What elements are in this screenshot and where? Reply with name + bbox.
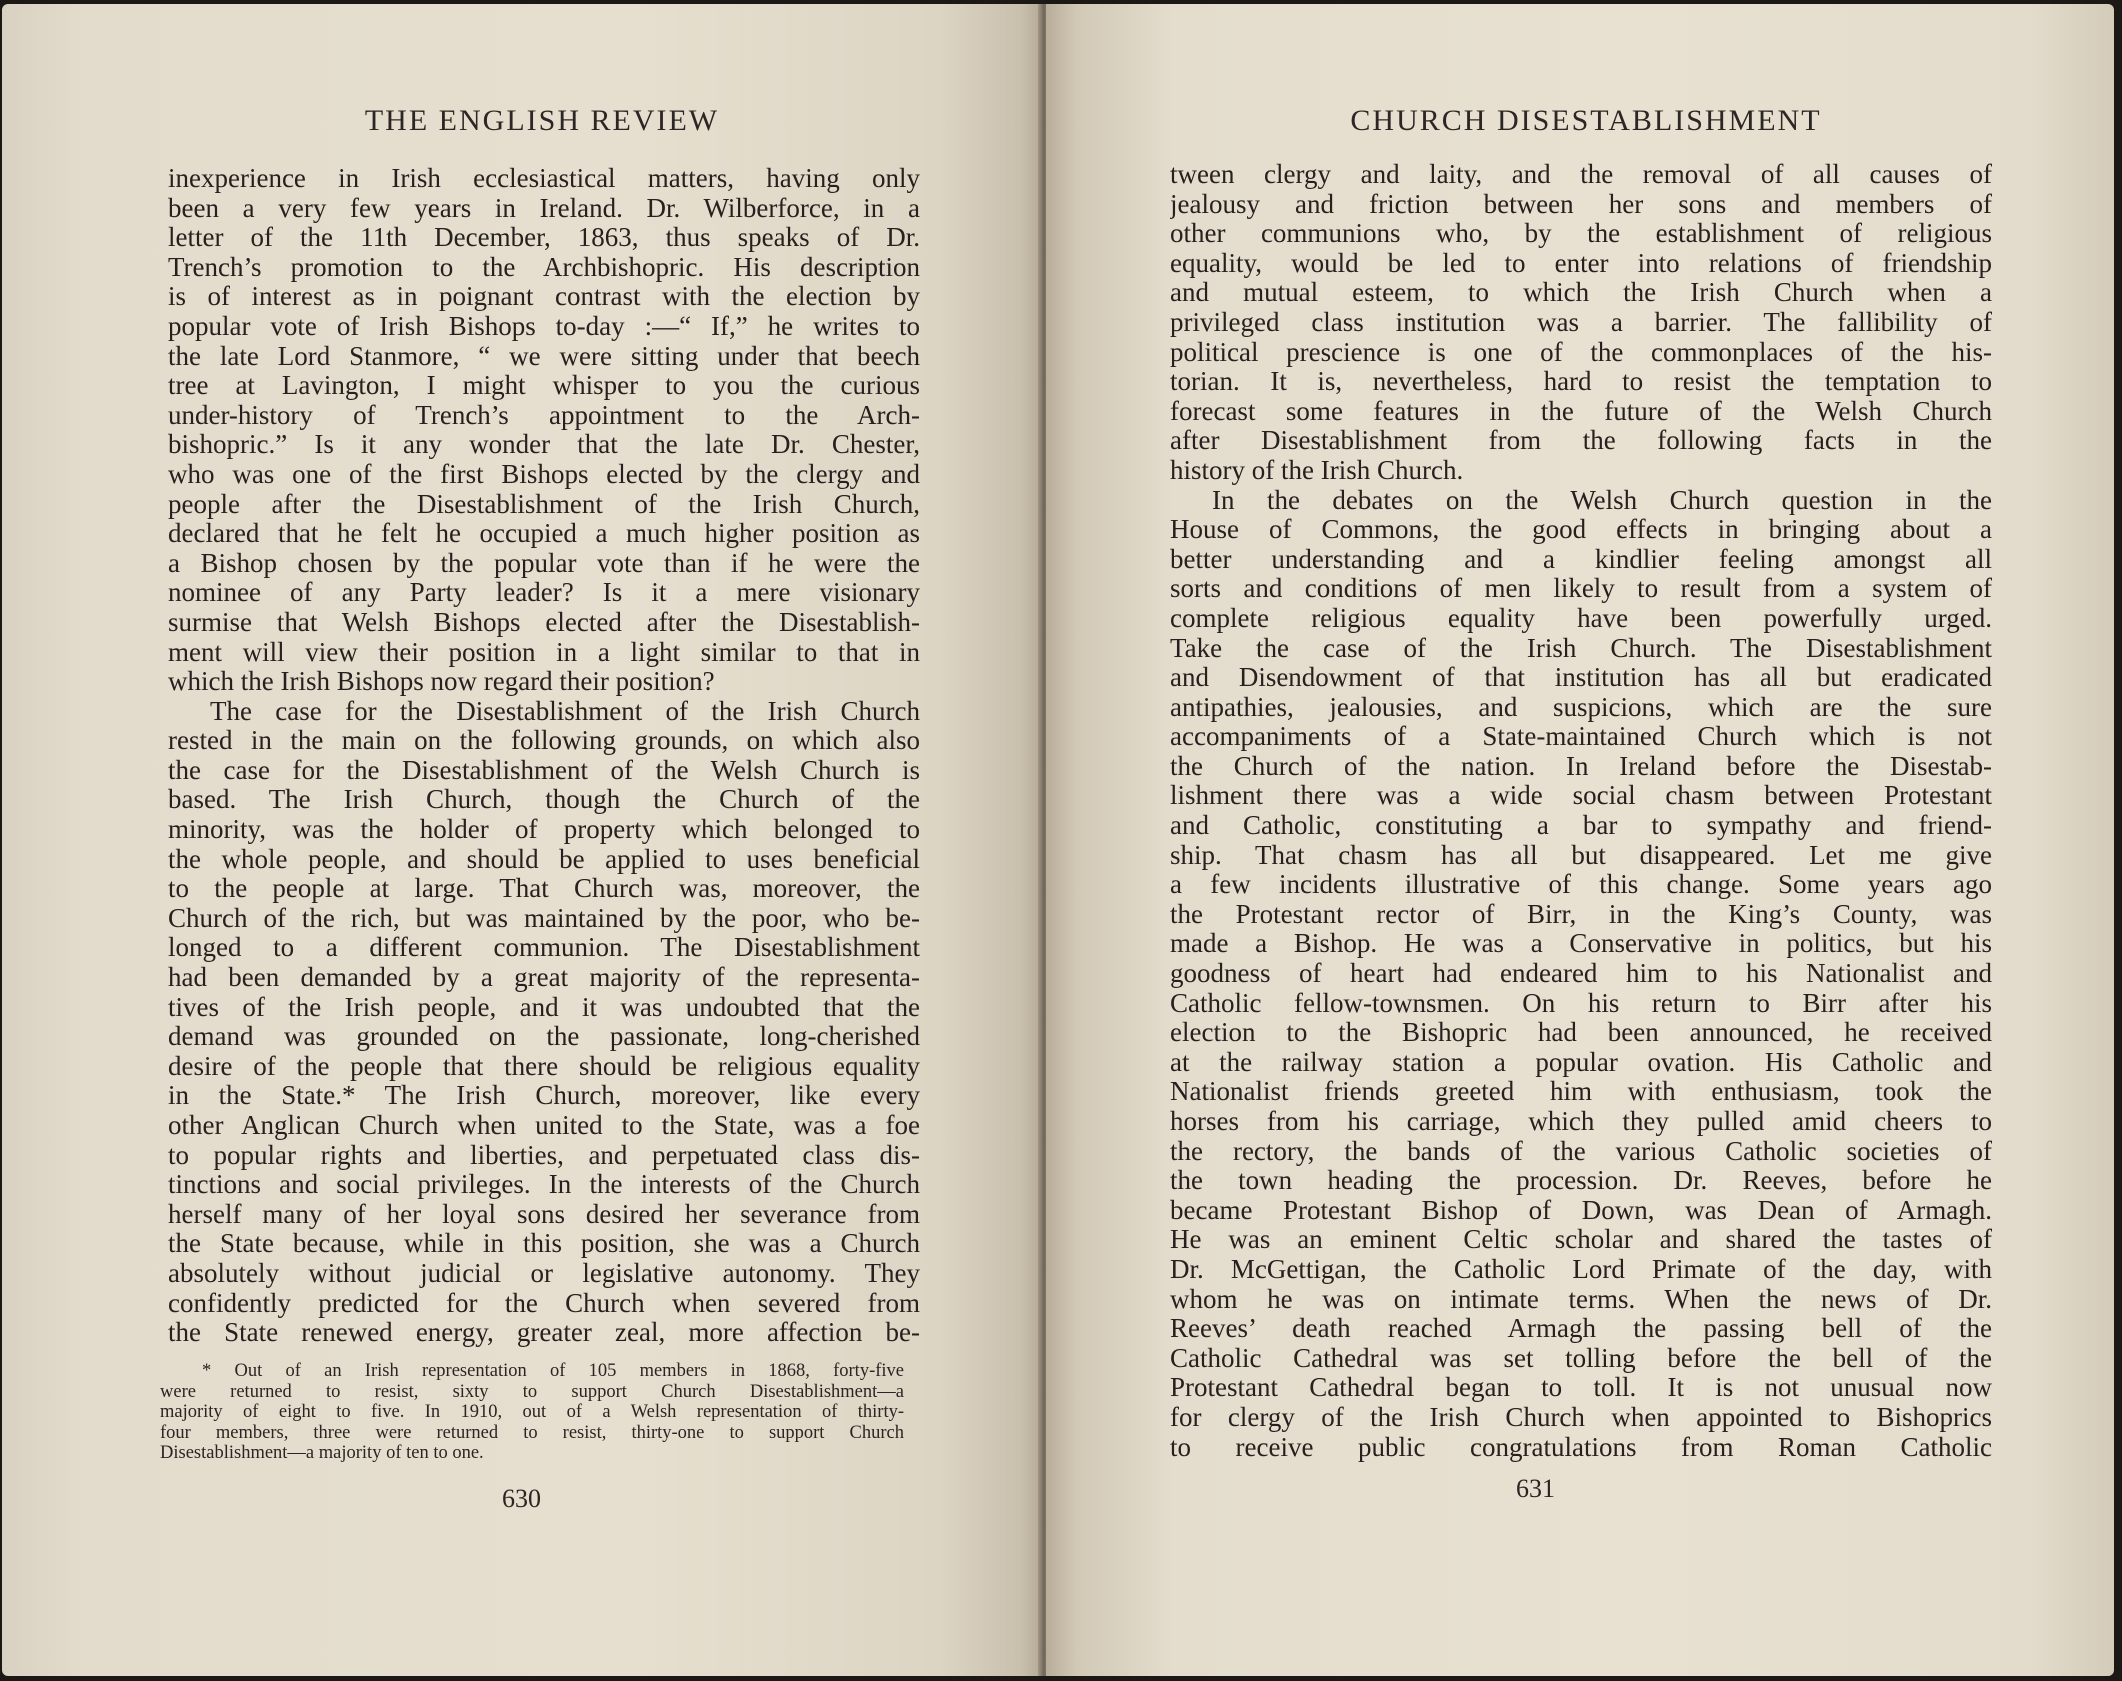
text-line: nominee of any Party leader? Is it a mere visionary <box>168 578 920 608</box>
text-line: and mutual esteem, to which the Irish Church when a <box>1170 278 1992 308</box>
text-line: Dr. McGettigan, the Catholic Lord Primate of the day, with <box>1170 1254 1992 1284</box>
text-line: the case for the Disestablishment of the Welsh Church is <box>168 755 920 785</box>
text-line: a Bishop chosen by the popular vote than if he were the <box>168 548 920 578</box>
text-line: political prescience is one of the commonplaces of the his- <box>1170 337 1992 367</box>
left-footnote <box>160 1361 904 1464</box>
text-line: The case for the Disestablishment of the Irish Church <box>210 696 920 726</box>
text-line: ment will view their position in a light similar to that in <box>168 637 920 667</box>
text-line: letter of the 11th December, 1863, thus speaks of Dr. <box>168 223 920 253</box>
text-line: is of interest as in poignant contrast with the election by <box>168 282 920 312</box>
text-line: ship. That chasm has all but disappeared. Let me give <box>1170 840 1992 870</box>
text-line: complete religious equality have been powerfully urged. <box>1170 603 1992 633</box>
text-line: other communions who, by the establishment of religious <box>1170 219 1992 249</box>
text-line: antipathies, jealousies, and suspicions, which are the sure <box>1170 692 1992 722</box>
text-line: the State renewed energy, greater zeal, more affection be- <box>168 1318 920 1348</box>
text-line: to the people at large. That Church was, moreover, the <box>168 874 920 904</box>
text-line: privileged class institution was a barrier. The fallibility of <box>1170 307 1992 337</box>
text-line: bishopric.” Is it any wonder that the late Dr. Chester, <box>168 430 920 460</box>
footnote-line: four members, three were returned to resist, thirty-one to support Church <box>160 1422 904 1443</box>
text-line: who was one of the first Bishops elected by the clergy and <box>168 459 920 489</box>
text-line: tree at Lavington, I might whisper to you the curious <box>168 371 920 401</box>
text-line: Protestant Cathedral began to toll. It is not unusual now <box>1170 1373 1992 1403</box>
text-line: tives of the Irish people, and it was undoubted that the <box>168 992 920 1022</box>
right-page-number: 631 <box>1516 1474 1555 1503</box>
text-line: absolutely without judicial or legislative autonomy. They <box>168 1258 920 1288</box>
text-line: equality, would be led to enter into relations of friendship <box>1170 248 1992 278</box>
right-running-head: CHURCH DISESTABLISHMENT <box>1350 104 1822 137</box>
text-line: based. The Irish Church, though the Church of the <box>168 785 920 815</box>
text-line: tween clergy and laity, and the removal of all causes of <box>1170 160 1992 189</box>
text-line: the Church of the nation. In Ireland before the Disestab- <box>1170 751 1992 781</box>
text-line: Catholic fellow-townsmen. On his return to Birr after his <box>1170 988 1992 1018</box>
text-line: a few incidents illustrative of this change. Some years ago <box>1170 870 1992 900</box>
text-line: had been demanded by a great majority of the representa- <box>168 963 920 993</box>
text-line: to popular rights and liberties, and perpetuated class dis- <box>168 1140 920 1170</box>
text-line: the Protestant rector of Birr, in the King’s County, was <box>1170 899 1992 929</box>
text-line: In the debates on the Welsh Church question in the <box>1212 485 1992 515</box>
left-page <box>2 4 1042 1676</box>
text-line: under-history of Trench’s appointment to the Arch- <box>168 400 920 430</box>
text-line: sorts and conditions of men likely to result from a system of <box>1170 574 1992 604</box>
text-line: history of the Irish Church. <box>1170 455 1464 485</box>
text-line: accompaniments of a State-maintained Church which is not <box>1170 722 1992 752</box>
footnote-line: were returned to resist, sixty to support Church Disestablishment—a <box>160 1381 904 1402</box>
text-line: declared that he felt he occupied a much higher position as <box>168 519 920 549</box>
text-line: been a very few years in Ireland. Dr. Wilberforce, in a <box>168 193 920 223</box>
text-line: Nationalist friends greeted him with enthusiasm, took the <box>1170 1077 1992 1107</box>
text-line: He was an eminent Celtic scholar and shared the tastes of <box>1170 1225 1992 1255</box>
text-line: other Anglican Church when united to the State, was a foe <box>168 1111 920 1140</box>
text-line: House of Commons, the good effects in bringing about a <box>1170 515 1992 545</box>
text-line: Reeves’ death reached Armagh the passing bell of the <box>1170 1314 1992 1344</box>
text-line: Take the case of the Irish Church. The Disestablishment <box>1170 633 1992 663</box>
text-line: jealousy and friction between her sons and members of <box>1170 189 1992 219</box>
footnote-line: Disestablishment—a majority of ten to one. <box>160 1443 484 1463</box>
text-line: after Disestablishment from the following facts in the <box>1170 426 1992 456</box>
text-line: popular vote of Irish Bishops to-day :—“ If,” he writes to <box>168 311 920 341</box>
text-line: torian. It is, nevertheless, hard to resist the temptation to <box>1170 367 1992 397</box>
text-line: made a Bishop. He was a Conservative in politics, but his <box>1170 929 1992 959</box>
left-body-text <box>168 164 920 1348</box>
text-line: and Catholic, constituting a bar to sympathy and friend- <box>1170 811 1992 841</box>
text-line: election to the Bishopric had been announced, he received <box>1170 1018 1992 1048</box>
right-page <box>1046 4 2114 1676</box>
right-body-text <box>1170 160 1992 1462</box>
text-line: in the State.* The Irish Church, moreover, like every <box>168 1081 920 1111</box>
text-line: the town heading the procession. Dr. Reeves, before he <box>1170 1166 1992 1196</box>
text-line: the rectory, the bands of the various Catholic societies of <box>1170 1136 1992 1166</box>
text-line: the State because, while in this position, she was a Church <box>168 1229 920 1259</box>
text-line: inexperience in Irish ecclesiastical matters, having only <box>168 164 920 193</box>
left-page-number: 630 <box>502 1484 541 1513</box>
text-line: the late Lord Stanmore, “ we were sitting under that beech <box>168 341 920 371</box>
text-line: minority, was the holder of property which belonged to <box>168 815 920 845</box>
text-line: the whole people, and should be applied to uses beneficial <box>168 844 920 874</box>
text-line: became Protestant Bishop of Down, was Dean of Armagh. <box>1170 1195 1992 1225</box>
text-line: desire of the people that there should be religious equality <box>168 1051 920 1081</box>
text-line: herself many of her loyal sons desired her severance from <box>168 1199 920 1229</box>
text-line: at the railway station a popular ovation. His Catholic and <box>1170 1047 1992 1077</box>
text-line: Church of the rich, but was maintained by the poor, who be- <box>168 903 920 933</box>
text-line: Trench’s promotion to the Archbishopric. His description <box>168 252 920 282</box>
text-line: longed to a different communion. The Disestablishment <box>168 933 920 963</box>
text-line: to receive public congratulations from Roman Catholic <box>1170 1432 1992 1462</box>
text-line: lishment there was a wide social chasm between Protestant <box>1170 781 1992 811</box>
text-line: horses from his carriage, which they pulled amid cheers to <box>1170 1107 1992 1136</box>
text-line: tinctions and social privileges. In the interests of the Church <box>168 1170 920 1200</box>
footnote-line: majority of eight to five. In 1910, out of a Welsh representation of thirty- <box>160 1402 904 1422</box>
footnote-line: * Out of an Irish representation of 105 members in 1868, forty-five <box>202 1361 904 1381</box>
text-line: and Disendowment of that institution has all but eradicated <box>1170 663 1992 693</box>
text-line: forecast some features in the future of the Welsh Church <box>1170 396 1992 426</box>
left-running-head: THE ENGLISH REVIEW <box>364 104 720 137</box>
text-line: for clergy of the Irish Church when appointed to Bishoprics <box>1170 1402 1992 1432</box>
text-line: demand was grounded on the passionate, long-cherished <box>168 1022 920 1052</box>
text-line: goodness of heart had endeared him to his Nationalist and <box>1170 959 1992 989</box>
text-line: people after the Disestablishment of the Irish Church, <box>168 489 920 519</box>
text-line: rested in the main on the following grounds, on which also <box>168 726 920 756</box>
text-line: better understanding and a kindlier feeling amongst all <box>1170 544 1992 574</box>
text-line: which the Irish Bishops now regard their position? <box>168 667 715 697</box>
text-line: confidently predicted for the Church when severed from <box>168 1288 920 1318</box>
text-line: surmise that Welsh Bishops elected after the Disestablish- <box>168 607 920 637</box>
text-line: Catholic Cathedral was set tolling before the bell of the <box>1170 1343 1992 1373</box>
text-line: whom he was on intimate terms. When the news of Dr. <box>1170 1284 1992 1314</box>
